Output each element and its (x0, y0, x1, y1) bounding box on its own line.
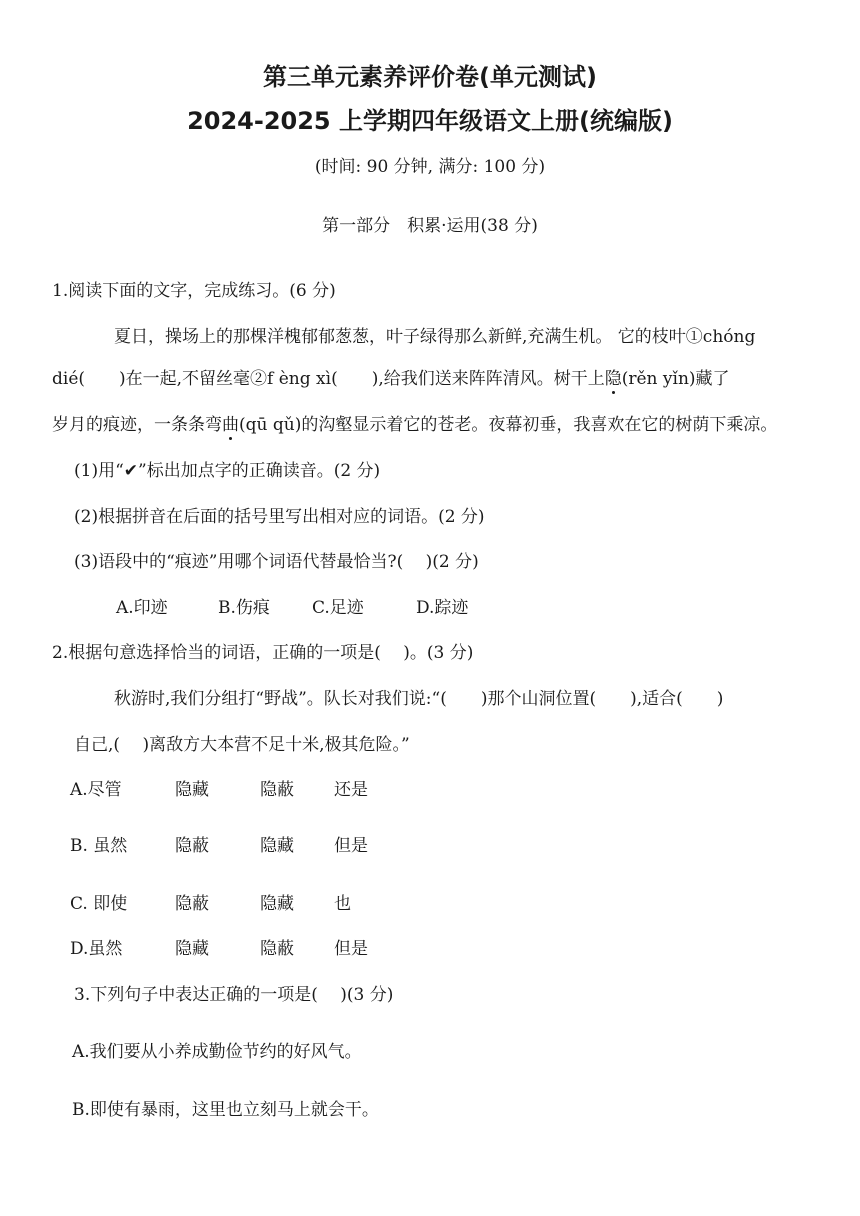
q1-subquestion-1: (1)用“✔”标出加点字的正确读音。(2 分) (74, 461, 381, 481)
q2-option-a-label: A.尽管 (70, 780, 122, 800)
q3-option-b[interactable]: B.即使有暴雨，这里也立刻马上就会干。 (72, 1100, 379, 1120)
q1-passage-line1: 夏日，操场上的那棵洋槐郁郁葱葱，叶子绿得那么新鲜,充满生机。 它的枝叶①chóng (114, 327, 756, 347)
q1-choice-b[interactable]: B.伤痕 (218, 598, 270, 618)
q2-option-d-word1: 隐藏 (175, 939, 209, 959)
q2-option-a-word2: 隐蔽 (260, 780, 294, 800)
q2-option-c-word3: 也 (334, 894, 351, 914)
q1-passage-line3 (52, 414, 777, 436)
q1-passage-line2-text-a: dié( )在一起,不留丝毫②f èng xì( ),给我们送来阵阵清风。树干上 (52, 369, 605, 389)
q2-option-d-word2: 隐蔽 (260, 939, 294, 959)
q1-passage-line2 (52, 368, 730, 390)
q2-option-b-word3: 但是 (334, 836, 368, 856)
q2-option-b-word2: 隐藏 (260, 836, 294, 856)
exam-time-score: (时间: 90 分钟, 满分: 100 分) (314, 157, 546, 177)
part1-heading: 第一部分 积累·运用(38 分) (322, 216, 538, 236)
q2-option-a-word3: 还是 (334, 780, 368, 800)
q1-dotted-char-qu: 曲 (222, 415, 239, 435)
q1-choice-d[interactable]: D.踪迹 (416, 598, 469, 618)
q2-option-a-word1: 隐藏 (175, 780, 209, 800)
q1-passage-line3-text-b: (qū qǔ)的沟壑显示着它的苍老。夜幕初垂，我喜欢在它的树荫下乘凉。 (239, 415, 778, 435)
q2-option-c-word2: 隐藏 (260, 894, 294, 914)
q3-option-a[interactable]: A.我们要从小养成勤俭节约的好风气。 (72, 1042, 362, 1062)
q3-stem: 3.下列句子中表达正确的一项是( )(3 分) (74, 985, 394, 1005)
q2-option-d-word3: 但是 (334, 939, 368, 959)
exam-subtitle-grade: 2024-2025 上学期四年级语文上册(统编版) (187, 107, 673, 135)
q2-stem: 2.根据句意选择恰当的词语，正确的一项是( )。(3 分) (52, 643, 474, 663)
q1-choice-c[interactable]: C.足迹 (312, 598, 364, 618)
q1-stem: 1.阅读下面的文字，完成练习。(6 分) (52, 281, 336, 301)
q2-passage-line2: 自己,( )离敌方大本营不足十米,极其危险。” (74, 735, 410, 755)
q1-choice-a[interactable]: A.印迹 (116, 598, 168, 618)
exam-title: 第三单元素养评价卷(单元测试) (263, 63, 597, 91)
q2-option-c-label: C. 即使 (70, 894, 128, 914)
q1-subquestion-2: (2)根据拼音在后面的括号里写出相对应的词语。(2 分) (74, 507, 485, 527)
q2-option-b-label: B. 虽然 (70, 836, 128, 856)
q2-option-d-label: D.虽然 (70, 939, 123, 959)
q2-option-b-word1: 隐蔽 (175, 836, 209, 856)
q1-dotted-char-yin: 隐 (604, 369, 622, 389)
q1-passage-line2-text-b: (rěn yǐn)藏了 (621, 369, 730, 389)
q1-subquestion-3: (3)语段中的“痕迹”用哪个词语代替最恰当?( )(2 分) (74, 552, 479, 572)
q2-passage-line1: 秋游时,我们分组打“野战”。队长对我们说:“( )那个山洞位置( ),适合( ) (114, 689, 724, 709)
q2-option-c-word1: 隐蔽 (175, 894, 209, 914)
q1-passage-line3-text-a: 岁月的痕迹，一条条弯 (52, 415, 222, 435)
